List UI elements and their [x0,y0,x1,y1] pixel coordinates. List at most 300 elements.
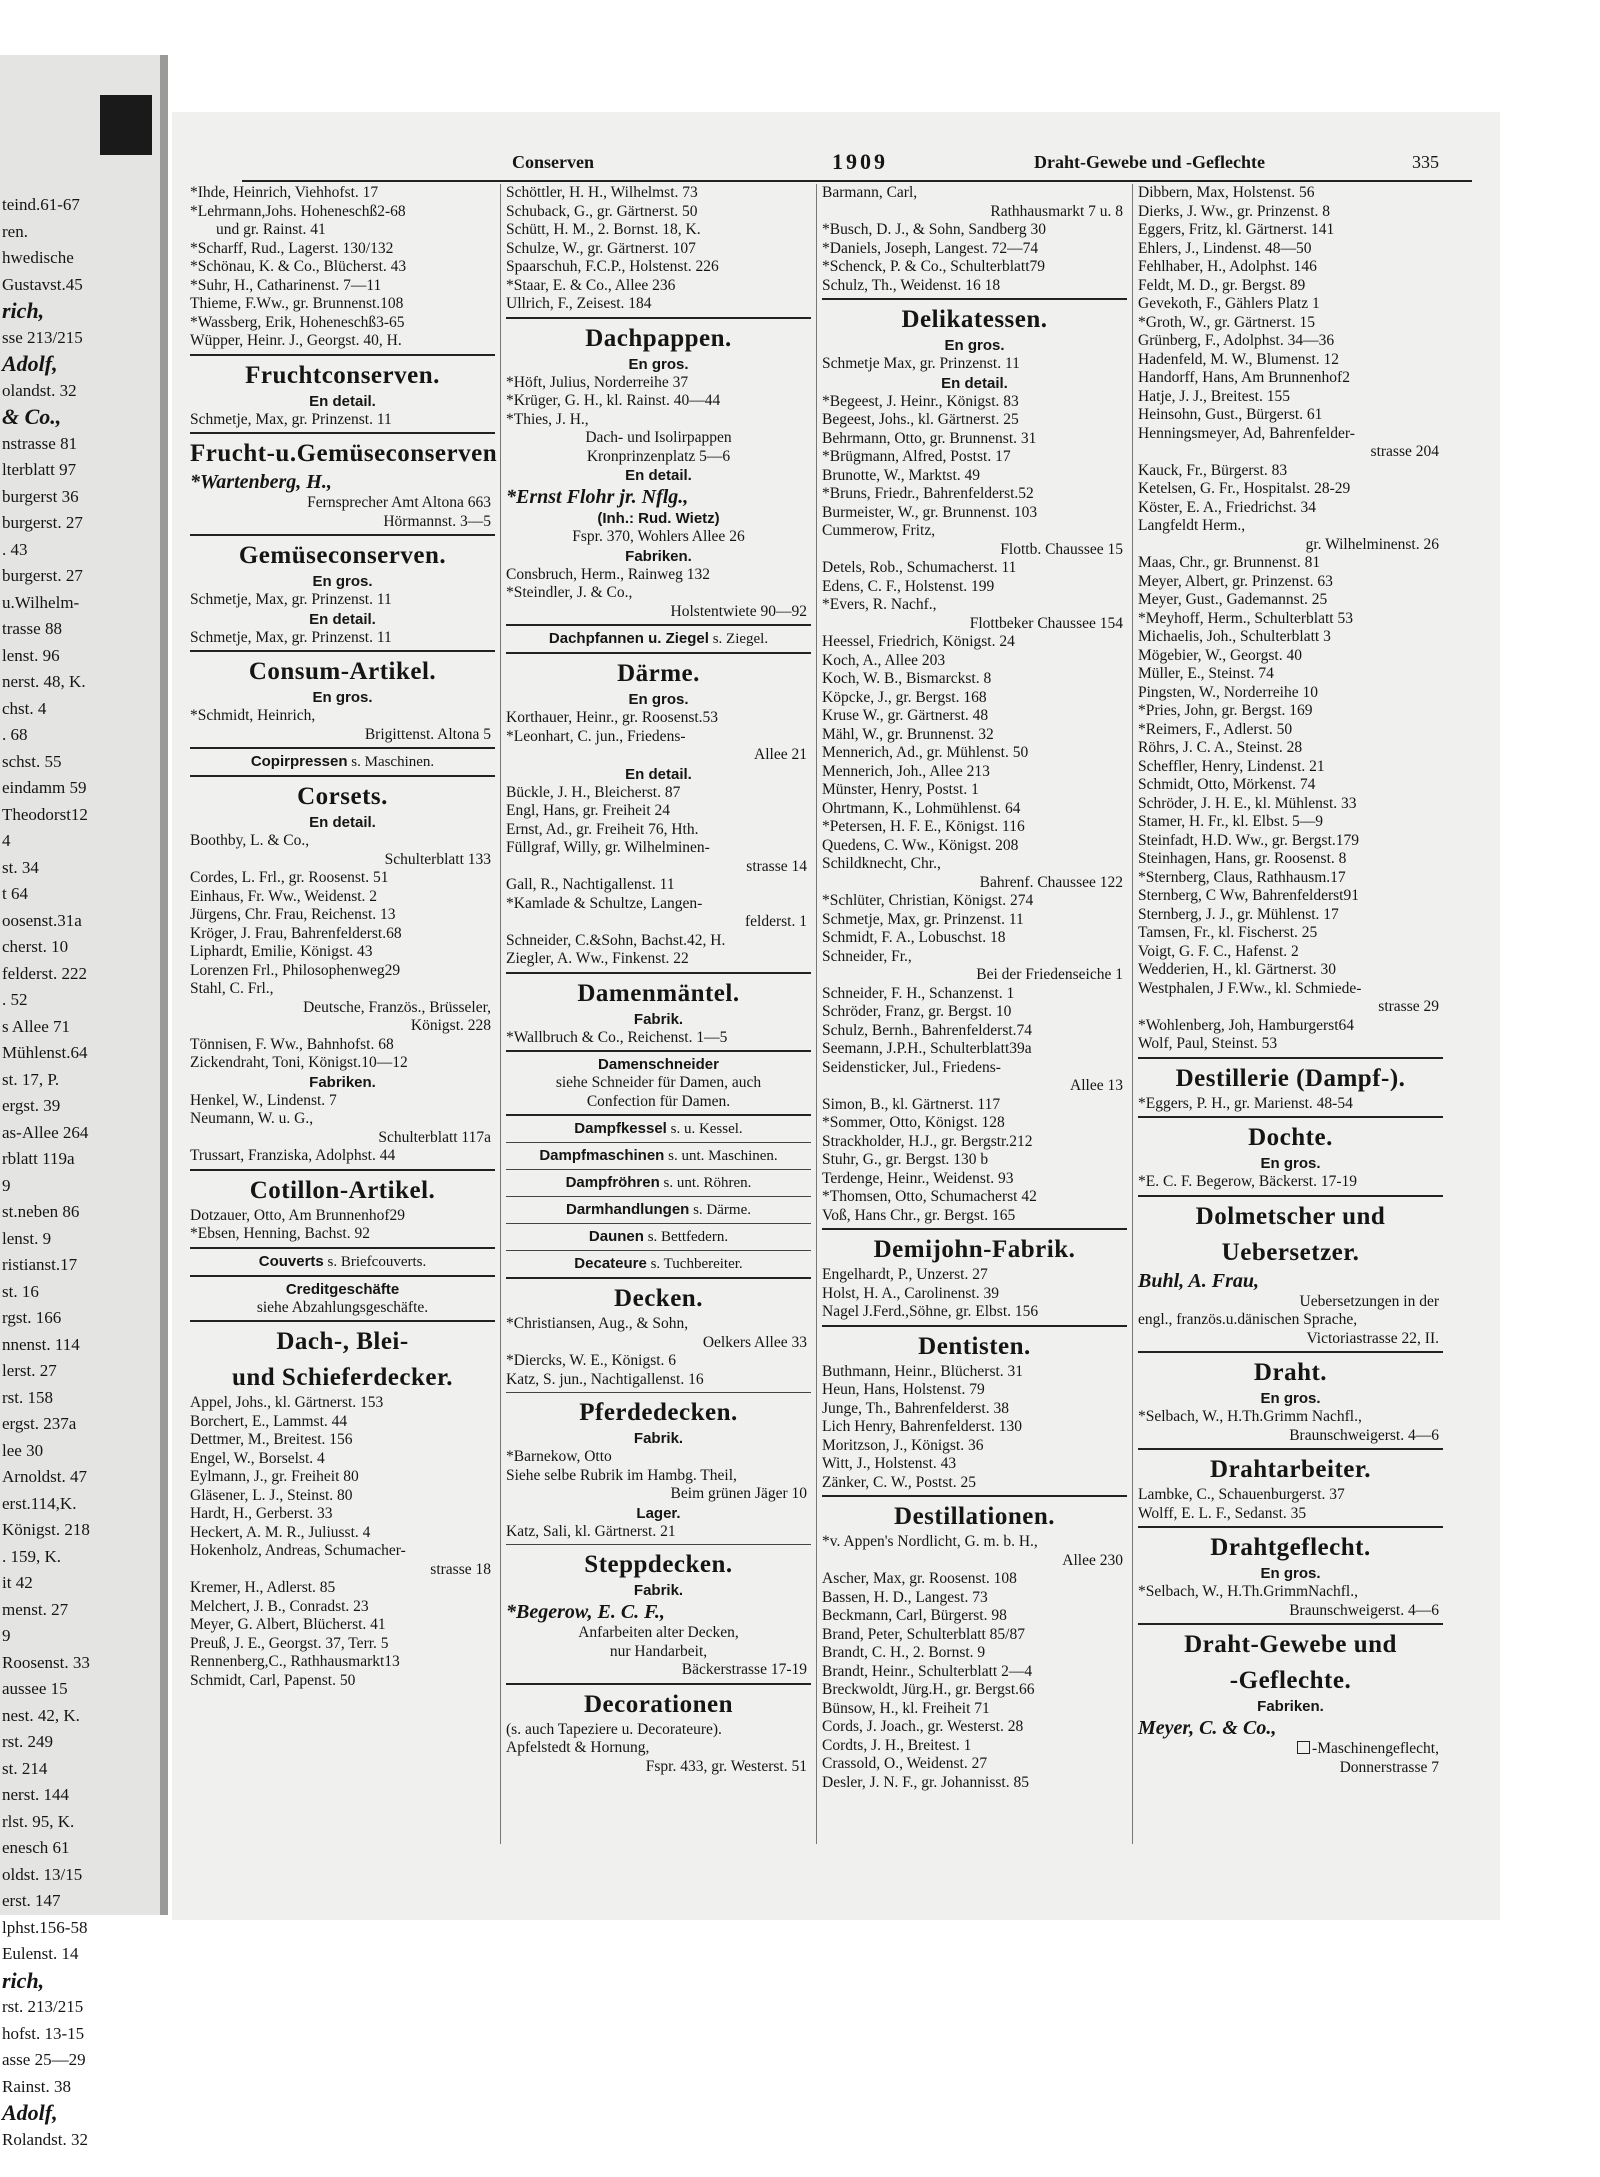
category-heading: Därme. [617,660,700,687]
directory-entry: Ohrtmann, K., Lohmühlenst. 64 [822,799,1021,817]
directory-entry: Eylmann, J., gr. Freiheit 80 [190,1468,359,1485]
directory-entry: Scheffler, Henry, Lindenst. 21 [1138,757,1325,775]
directory-entry: Heessel, Friedrich, Königst. 24 [822,633,1015,650]
subcategory-label: En gros. [628,355,689,373]
cross-reference-term: Copirpressen [250,753,348,770]
directory-entry: Liphardt, Emilie, Königst. 43 [190,943,373,960]
category-heading: Dolmetscher und [1195,1202,1386,1230]
directory-entry: Siehe selbe Rubrik im Hambg. Theil, [506,1466,737,1484]
featured-firm-name: *Begerow, E. C. F., [506,1601,665,1623]
directory-entry: Consbruch, Herm., Rainweg 132 [506,565,711,583]
left-fragment-line: lerst. 27 [2,1361,57,1380]
directory-entry: Fehlhaber, H., Adolphst. 146 [1138,258,1317,275]
left-fragment-line: oldst. 13/15 [2,1864,83,1884]
section-divider [506,1169,811,1170]
entry-note: Dach- und Isolirpappen [585,429,732,446]
left-fragment-line: oosenst.31a [2,910,82,930]
category-heading: Gemüseconserven. [238,542,447,569]
left-fragment-line: Rolandst. 32 [2,2129,88,2149]
directory-entry: Moritzson, J., Königst. 36 [822,1436,984,1454]
directory-entry: Begeest, Johs., kl. Gärtnerst. 25 [822,411,1019,428]
directory-entry: Michaelis, Joh., Schulterblatt 3 [1138,628,1331,645]
left-fragment-line: eindamm 59 [2,778,87,797]
directory-entry: Hokenholz, Andreas, Schumacher- [190,1542,406,1559]
subcategory-label: Fabriken. [309,1073,376,1091]
directory-entry: *Schlüter, Christian, Königst. 274 [822,892,1034,909]
category-heading: Draht-Gewebe und [1184,1631,1397,1658]
left-fragment-line: u.Wilhelm- [2,592,80,612]
left-fragment-line: lenst. 96 [2,645,60,665]
directory-entry: *Pries, John, gr. Bergst. 169 [1138,702,1313,719]
entry-continuation: Allee 13 [1070,1077,1123,1094]
directory-entry: Schuback, G., gr. Gärtnerst. 50 [506,202,698,220]
subcategory-label: En gros. [1260,1565,1321,1582]
directory-entry: Seemann, J.P.H., Schulterblatt39a [822,1040,1032,1057]
directory-entry: Lorenzen Frl., Philosophenweg29 [190,961,401,979]
left-fragment-line: nest. 42, K. [2,1705,80,1725]
left-fragment-line: rlst. 95, K. [2,1811,75,1831]
entry-continuation: Flottbeker Chaussee 154 [969,614,1123,632]
entry-note: siehe Schneider für Damen, auch [555,1074,762,1091]
subcategory-label: En gros. [944,337,1005,354]
directory-entry: *Wassberg, Erik, Hoheneschß3-65 [190,313,405,331]
entry-continuation: strasse 204 [1370,443,1439,460]
directory-entry: Münster, Henry, Postst. 1 [822,781,979,798]
directory-entry: Schmidt, Carl, Papenst. 50 [190,1671,356,1689]
directory-entry: Stahl, C. Frl., [190,980,274,997]
entry-continuation: Fernsprecher Amt Altona 663 [307,494,491,511]
directory-entry: Steinfadt, H.D. Ww., gr. Bergst.179 [1138,831,1360,849]
category-heading: Drahtarbeiter. [1210,1456,1371,1483]
directory-entry: *Reimers, F., Adlerst. 50 [1138,720,1293,738]
left-fragment-line: Arnoldst. 47 [2,1467,87,1486]
left-fragment-line: trasse 88 [2,619,62,638]
cross-reference-term: Dachpfannen u. Ziegel [548,630,709,647]
directory-entry: Schneider, F. H., Schanzenst. 1 [822,984,1015,1002]
entry-continuation: Oelkers Allee 33 [702,1333,807,1351]
directory-entry: Cordes, L. Frl., gr. Roosenst. 51 [190,869,389,886]
cross-reference [506,1119,811,1139]
left-fragment-line: st. 17, P. [2,1069,60,1089]
entry-continuation: Braunschweigerst. 4—6 [1289,1426,1439,1444]
entry-continuation: Fspr. 433, gr. Westerst. 51 [645,1757,807,1775]
directory-entry: *Wallbruch & Co., Reichenst. 1—5 [506,1028,728,1046]
left-fragment-line: Mühlenst.64 [2,1043,88,1062]
cross-reference [506,1146,811,1166]
directory-entry: *Busch, D. J., & Sohn, Sandberg 30 [822,221,1047,238]
directory-entry: Schneider, C.&Sohn, Bachst.42, H. [506,931,726,949]
left-fragment-line: nnenst. 114 [2,1334,80,1354]
directory-entry: Borchert, E., Lammst. 44 [190,1412,348,1430]
directory-entry: Füllgraf, Willy, gr. Wilhelminen- [506,839,710,856]
section-divider [190,432,495,434]
left-fragment-line: ristianst.17 [2,1255,78,1274]
directory-entry: Holst, H. A., Carolinenst. 39 [822,1284,999,1302]
directory-entry: Schmidt, Otto, Mörkenst. 74 [1138,776,1316,793]
directory-entry: *Schenck, P. & Co., Schulterblatt79 [822,258,1046,275]
directory-entry: Sternberg, C Ww, Bahrenfelderst91 [1138,887,1359,904]
directory-entry: Schütt, H. M., 2. Bornst. 18, K. [506,221,701,238]
category-heading: Draht. [1253,1359,1328,1386]
directory-entry: Steinhagen, Hans, gr. Roosenst. 8 [1138,850,1347,867]
left-fragment-line: . 159, K. [2,1546,62,1566]
category-heading: Uebersetzer. [1221,1238,1360,1266]
cross-reference-target: s. unt. Röhren. [659,1175,752,1191]
directory-entry: *Steindler, J. & Co., [506,584,633,601]
directory-entry: Ehlers, J., Lindenst. 48—50 [1138,239,1312,257]
directory-entry: *E. C. F. Begerow, Bäckerst. 17-19 [1138,1173,1358,1190]
directory-entry: Wolf, Paul, Steinst. 53 [1138,1035,1278,1052]
entry-note: Fspr. 370, Wohlers Allee 26 [572,528,745,545]
directory-entry: Schröder, J. H. E., kl. Mühlenst. 33 [1138,794,1357,812]
directory-entry: engl., französ.u.dänischen Sprache, [1138,1311,1358,1328]
section-divider [190,1320,495,1322]
directory-entry: Nagel J.Ferd.,Söhne, gr. Elbst. 156 [822,1303,1039,1320]
header-rule [242,180,1472,182]
left-fragment-line: aussee 15 [2,1679,68,1698]
directory-entry: *Selbach, W., H.Th.Grimm Nachfl., [1138,1408,1362,1425]
subcategory-label: Fabrik. [633,1582,684,1599]
cross-reference [506,1200,811,1220]
left-fragment-line: st. 34 [2,857,39,877]
directory-entry: Schmetje, Max, gr. Prinzenst. 11 [190,628,392,646]
section-divider [506,1544,811,1545]
cross-reference [506,1227,811,1247]
directory-entry: Dettmer, M., Breitest. 156 [190,1431,353,1448]
directory-entry: Einhaus, Fr. Ww., Weidenst. 2 [190,887,378,905]
directory-entry: Kruse W., gr. Gärtnerst. 48 [822,707,989,724]
category-heading: Drahtgeflecht. [1210,1534,1371,1561]
directory-entry: Grünberg, F., Adolphst. 34—36 [1138,332,1335,349]
directory-entry: Engl, Hans, gr. Freiheit 24 [506,802,671,819]
left-fragment-line: Roosenst. 33 [2,1652,90,1672]
directory-entry: Ullrich, F., Zeisest. 184 [506,295,652,312]
left-fragment-line: teind.61-67 [2,195,80,214]
entry-continuation: gr. Wilhelminenst. 26 [1305,535,1439,553]
directory-entry: Meyer, Albert, gr. Prinzenst. 63 [1138,572,1333,590]
left-fragment-line: nerst. 144 [2,1785,70,1804]
directory-entry: Heinsohn, Gust., Bürgerst. 61 [1138,406,1323,423]
directory-entry: *Christiansen, Aug., & Sohn, [506,1315,689,1332]
cross-reference-term: Daunen [588,1228,644,1245]
header-left-title: Conserven [512,152,594,172]
left-fragment-line: t 64 [2,884,28,903]
section-divider [190,1247,495,1249]
left-fragment-line: chst. 4 [2,698,47,718]
section-divider [190,1169,495,1171]
directory-entry: Westphalen, J F.Ww., kl. Schmiede- [1138,979,1362,997]
entry-continuation: Allee 230 [1062,1551,1123,1569]
column-4 [1138,184,1443,1777]
section-divider [822,1325,1127,1327]
directory-entry: *Barnekow, Otto [506,1448,612,1465]
directory-entry: *Eggers, P. H., gr. Marienst. 48-54 [1138,1094,1353,1112]
left-fragment-line: st.neben 86 [2,1202,80,1221]
subcategory-label: Fabriken. [1257,1698,1324,1715]
left-fragment-line: erst.114,K. [2,1493,77,1513]
directory-entry: Quedens, C. Ww., Königst. 208 [822,836,1019,854]
directory-entry: Hardt, H., Gerberst. 33 [190,1505,333,1522]
directory-entry: Pingsten, W., Norderreihe 10 [1138,683,1318,701]
category-heading: -Geflechte. [1229,1667,1352,1694]
directory-entry: Tönnisen, F. Ww., Bahnhofst. 68 [190,1035,394,1053]
category-heading: Delikatessen. [901,306,1048,333]
directory-entry: Wolff, E. L. F., Sedanst. 35 [1138,1504,1307,1522]
left-fragment-line: as-Allee 264 [2,1122,89,1142]
left-fragment-line: menst. 27 [2,1599,69,1619]
page-header [172,149,1500,182]
directory-entry: Henningsmeyer, Ad, Bahrenfelder- [1138,424,1355,442]
entry-note: Kronprinzenplatz 5—6 [586,447,731,465]
left-fragment-line: it 42 [2,1573,33,1592]
directory-entry: Simon, B., kl. Gärtnerst. 117 [822,1095,1001,1113]
directory-entry: *Staar, E. & Co., Allee 236 [506,276,676,294]
category-heading: Decken. [614,1285,703,1312]
section-divider [1138,1623,1443,1625]
left-fragment-line: s Allee 71 [2,1016,70,1036]
page-tab-marker [100,95,152,155]
directory-entry: Bünsow, H., kl. Freiheit 71 [822,1699,990,1717]
column-2 [506,184,811,1776]
subcategory-label: En detail. [941,374,1008,392]
subcategory-label: En detail. [309,392,376,410]
left-fragment-line: Adolf, [2,2100,58,2125]
directory-entry: Lich Henry, Bahrenfelderst. 130 [822,1418,1022,1435]
directory-entry: Thieme, F.Ww., gr. Brunnenst.108 [190,295,404,312]
directory-entry: Behrmann, Otto, gr. Brunnenst. 31 [822,429,1037,447]
directory-entry: Schildknecht, Chr., [822,855,941,872]
entry-continuation: Schulterblatt 117a [378,1128,491,1146]
column-3 [822,184,1127,1792]
left-fragment-line: lenst. 9 [2,1228,52,1248]
directory-entry: Lambke, C., Schauenburgerst. 37 [1138,1486,1345,1503]
directory-entry: *Schönau, K. & Co., Blücherst. 43 [190,258,407,275]
directory-entry: Voigt, G. F. C., Hafenst. 2 [1138,942,1299,960]
subcategory-label: En gros. [312,689,373,706]
directory-entry: Hatje, J. J., Breitest. 155 [1138,387,1290,405]
cross-reference-term: Dampfröhren [565,1174,660,1191]
entry-continuation: felderst. 1 [745,913,807,930]
left-fragment-line: st. 214 [2,1758,48,1778]
subcategory-label: Damenschneider [598,1056,719,1073]
directory-entry: *Daniels, Joseph, Langest. 72—74 [822,239,1039,257]
directory-entry: Ziegler, A. Ww., Finkenst. 22 [506,950,689,967]
directory-entry: *Ihde, Heinrich, Viehhofst. 17 [190,184,379,201]
left-fragment-line: Gustavst.45 [2,274,83,294]
directory-entry: Jürgens, Chr. Frau, Reichenst. 13 [190,906,396,923]
directory-entry: Kauck, Fr., Bürgerst. 83 [1138,461,1288,479]
directory-entry: Wüpper, Heinr. J., Georgst. 40, H. [190,332,402,349]
directory-entry: Dotzauer, Otto, Am Brunnenhof29 [190,1206,406,1224]
directory-entry: Katz, S. jun., Nachtigallenst. 16 [506,1370,704,1388]
entry-continuation: Victoriastrasse 22, II. [1306,1329,1439,1347]
page-number: 335 [1412,152,1439,172]
directory-entry: Engelhardt, P., Unzerst. 27 [822,1266,988,1283]
directory-entry: *Petersen, H. F. E., Königst. 116 [822,818,1025,835]
directory-entry: Bückle, J. H., Bleicherst. 87 [506,783,681,801]
section-divider [190,354,495,356]
left-fragment-line: burgerst. 27 [2,566,83,585]
directory-entry: Wedderien, H., kl. Gärtnerst. 30 [1138,961,1337,978]
directory-entry: Köster, E. A., Friedrichst. 34 [1138,498,1317,516]
directory-entry: Schmetje Max, gr. Prinzenst. 11 [822,355,1020,372]
directory-entry: Handorff, Hans, Am Brunnenhof2 [1138,369,1350,386]
subcategory-label: Fabrik. [633,1430,684,1447]
section-divider [822,1495,1127,1497]
category-heading: Dentisten. [918,1332,1031,1360]
category-heading: Dachpappen. [585,324,732,352]
entry-continuation: Rathhausmarkt 7 u. 8 [990,202,1123,220]
directory-entry: *Leonhart, C. jun., Friedens- [506,727,686,745]
category-heading: Pferdedecken. [579,1399,738,1426]
cross-reference [506,629,811,649]
cross-reference-target: s. Därme. [689,1202,751,1218]
directory-entry: Feldt, M. D., gr. Bergst. 89 [1138,276,1306,294]
category-heading: Destillationen. [894,1503,1055,1530]
directory-entry: Meyer, G. Albert, Blücherst. 41 [190,1616,386,1633]
directory-entry: Stamer, H. Fr., kl. Elbst. 5—9 [1138,813,1323,830]
entry-continuation: Donnerstrasse 7 [1339,1758,1439,1776]
directory-entry: *Diercks, W. E., Königst. 6 [506,1352,677,1369]
entry-continuation: Deutsche, Französ., Brüsseler, [303,998,491,1016]
directory-entry: *Brügmann, Alfred, Postst. 17 [822,448,1011,465]
directory-entry: Bassen, H. D., Langest. 73 [822,1588,988,1606]
directory-entry: Preuß, J. E., Georgst. 37, Terr. 5 [190,1634,389,1652]
directory-entry: Heun, Hans, Holstenst. 79 [822,1381,985,1398]
entry-continuation: Allee 21 [754,746,807,763]
directory-entry: *Groth, W., gr. Gärtnerst. 15 [1138,313,1315,331]
directory-entry: Langfeldt Herm., [1138,517,1246,534]
left-fragment-line: rgst. 166 [2,1308,62,1327]
left-fragment-line: erst. 147 [2,1891,61,1910]
section-divider [822,1228,1127,1230]
directory-entry: Rennenberg,C., Rathhausmarkt13 [190,1653,400,1670]
cross-reference-term: Darmhandlungen [566,1201,690,1218]
directory-entry: *Sommer, Otto, Königst. 128 [822,1114,1005,1131]
left-fragment-line: hwedische [2,248,74,267]
left-fragment-line: 4 [2,831,11,850]
trademark-box-icon [1297,1741,1310,1754]
directory-entry: Ketelsen, G. Fr., Hospitalst. 28-29 [1138,480,1351,497]
directory-entry: Apfelstedt & Hornung, [506,1739,650,1756]
directory-entry: *v. Appen's Nordlicht, G. m. b. H., [822,1533,1038,1550]
cross-reference-target: s. Maschinen. [347,754,435,770]
directory-entry: *Schmidt, Heinrich, [190,707,316,724]
entry-note: Confection für Damen. [586,1092,731,1110]
directory-entry: Schmetje, Max, gr. Prinzenst. 11 [822,910,1024,928]
section-divider [506,1142,811,1143]
directory-entry: Spaarschuh, F.C.P., Holstenst. 226 [506,258,719,275]
directory-entry: *Krüger, G. H., kl. Rainst. 40—44 [506,392,721,409]
column-1 [190,184,498,1690]
column-divider [500,184,501,1844]
directory-entry: Brand, Peter, Schulterblatt 85/87 [822,1625,1025,1643]
section-divider [822,298,1127,300]
category-heading: Damenmäntel. [577,979,740,1007]
left-fragment-line: lee 30 [2,1440,44,1460]
left-fragment-line: rich, [2,298,45,323]
directory-entry: *Evers, R. Nachf., [822,596,937,613]
directory-entry: Cordts, J. H., Breitest. 1 [822,1736,972,1754]
left-fragment-line: nstrasse 81 [2,433,78,453]
featured-firm-name: Buhl, A. Frau, [1138,1269,1259,1292]
header-year: 1909 [832,149,888,174]
entry-note: siehe Abzahlungsgeschäfte. [256,1298,429,1316]
directory-entry: Boothby, L. & Co., [190,832,310,849]
section-divider [506,972,811,974]
cross-reference [190,752,495,772]
directory-entry: Schröder, Franz, gr. Bergst. 10 [822,1003,1012,1020]
directory-entry: Cords, J. Joach., gr. Westerst. 28 [822,1718,1024,1735]
subcategory-label: Fabrik. [633,1010,684,1028]
entry-continuation: Brigittenst. Altona 5 [364,725,491,743]
subcategory-label: Lager. [636,1504,681,1522]
section-divider [1138,1057,1443,1059]
directory-entry: *Lehrmann,Johs. Hoheneschß2-68 [190,202,406,220]
directory-entry: Gall, R., Nachtigallenst. 11 [506,876,675,893]
directory-entry: Röhrs, J. C. A., Steinst. 28 [1138,739,1303,756]
section-divider [1138,1195,1443,1197]
directory-entry: Ascher, Max, gr. Roosenst. 108 [822,1570,1017,1587]
left-fragment-line: nerst. 48, K. [2,672,86,691]
entry-continuation: Holstentwiete 90—92 [670,602,807,620]
featured-firm-name: Meyer, C. & Co., [1138,1717,1277,1739]
directory-entry: *Wohlenberg, Joh, Hamburgerst64 [1138,1016,1355,1034]
cross-reference-target: s. u. Kessel. [666,1121,743,1137]
directory-entry: Beckmann, Carl, Bürgerst. 98 [822,1607,1007,1624]
directory-entry: Kröger, J. Frau, Bahrenfelderst.68 [190,924,402,942]
subcategory-label: En detail. [625,765,692,783]
section-divider [190,747,495,749]
directory-entry: Neumann, W. u. G., [190,1110,314,1127]
left-fragment-line: rst. 158 [2,1387,53,1407]
left-fragment-line: schst. 55 [2,751,62,771]
directory-entry: Stuhr, G., gr. Bergst. 130 b [822,1151,989,1168]
subcategory-label: (Inh.: Rud. Wietz) [597,510,720,527]
directory-entry: *Kamlade & Schultze, Langen- [506,894,703,912]
directory-entry: Henkel, W., Lindenst. 7 [190,1091,337,1109]
directory-entry: Strackholder, H.J., gr. Bergstr.212 [822,1132,1033,1150]
cross-reference-target: s. Tuchbereiter. [646,1256,743,1272]
directory-entry: *Thomsen, Otto, Schumacherst 42 [822,1188,1037,1205]
directory-entry: Mennerich, Ad., gr. Mühlenst. 50 [822,744,1029,761]
left-fragment-line: . 68 [2,725,28,744]
section-divider [1138,1448,1443,1450]
directory-page [172,112,1500,1920]
directory-entry: Breckwoldt, Jürg.H., gr. Bergst.66 [822,1681,1035,1698]
subcategory-label: En gros. [628,691,689,708]
directory-entry: *Bruns, Friedr., Bahrenfelderst.52 [822,485,1034,502]
subcategory-label: Creditgeschäfte [285,1280,400,1298]
directory-entry: Junge, Th., Bahrenfelderst. 38 [822,1399,1009,1417]
trademark-entry [1138,1740,1443,1759]
directory-entry: Schmidt, F. A., Lobuschst. 18 [822,929,1006,946]
directory-entry: Kremer, H., Adlerst. 85 [190,1579,336,1596]
left-fragment-line: cherst. 10 [2,937,69,956]
left-fragment-line: burgerst. 27 [2,513,83,532]
directory-entry: *Selbach, W., H.Th.GrimmNachfl., [1138,1583,1358,1600]
cross-reference-target: s. Ziegel. [708,631,769,647]
directory-entry: Köpcke, J., gr. Bergst. 168 [822,688,987,706]
directory-entry: Dibbern, Max, Holstenst. 56 [1138,184,1315,201]
left-fragment-line: olandst. 32 [2,380,77,400]
cross-reference-term: Couverts [258,1252,324,1270]
directory-entry: Schulze, W., gr. Gärtnerst. 107 [506,239,696,257]
left-fragment-line: & Co., [2,404,62,429]
directory-entry: Hadenfeld, M. W., Blumenst. 12 [1138,350,1340,368]
column-divider [1132,184,1133,1844]
directory-entry: Seidensticker, Jul., Friedens- [822,1058,1001,1076]
